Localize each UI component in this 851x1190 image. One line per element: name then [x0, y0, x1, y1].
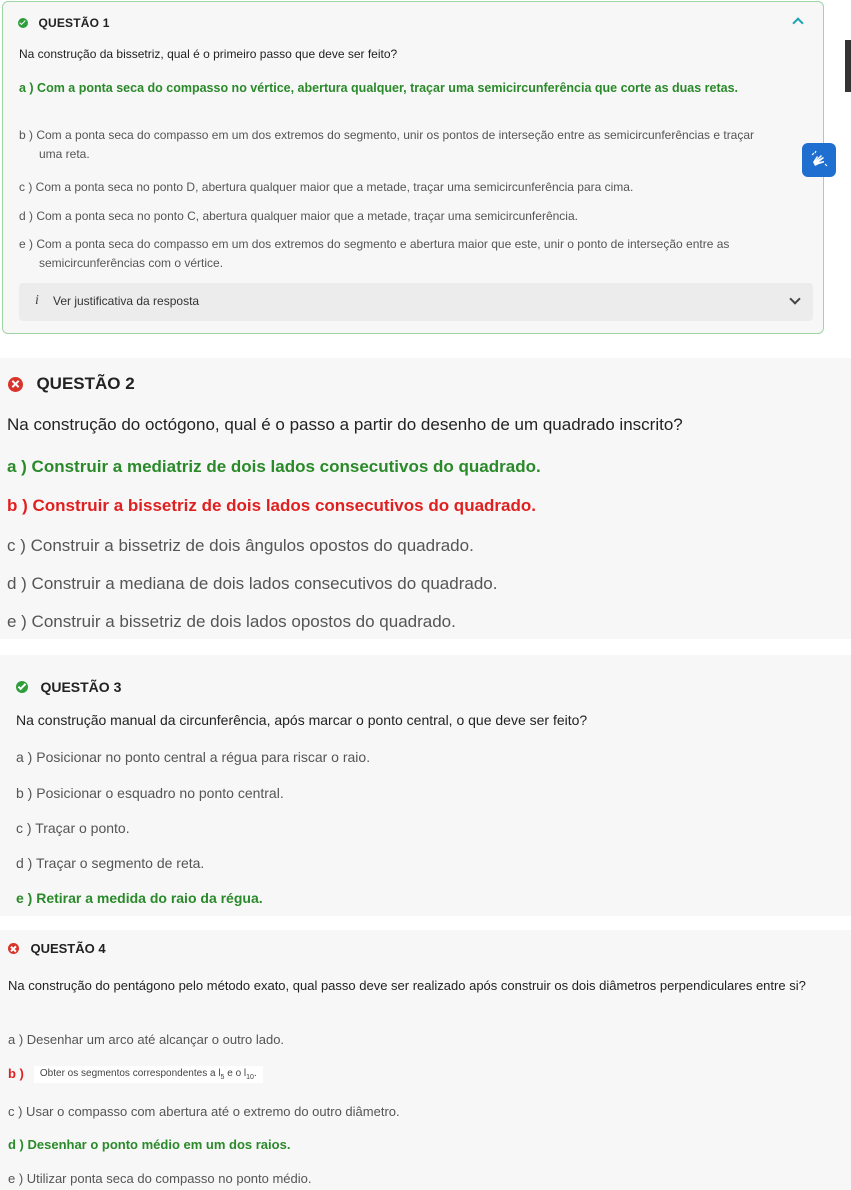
chevron-down-icon — [789, 295, 801, 307]
correct-check-icon — [16, 681, 28, 693]
option-b-text: Obter os segmentos correspondentes a l — [39, 1068, 221, 1080]
question-2-header — [8, 374, 135, 394]
question-4-header — [8, 940, 106, 958]
question-4-text: Na construção do pentágono pelo método exato, qual passo deve ser realizado após construir os dois diâmetros perpendiculares entre si? — [8, 978, 806, 993]
question-2-option-c: c ) Construir a bissetriz de dois ângulos opostos do quadrado. — [7, 536, 474, 555]
accessibility-button[interactable] — [802, 143, 836, 177]
option-b-end: . — [253, 1068, 257, 1080]
wrong-x-icon — [8, 377, 23, 392]
option-e-label: e ) Com a ponta seca do compasso em um dos extremos do segmento e abertura maior que este, unir o ponto de interseção entre as semicircunferências com o vértice. — [19, 237, 730, 270]
question-3-option-a: a ) Posicionar no ponto central a régua para riscar o raio. — [16, 749, 371, 765]
question-2-text: Na construção do octógono, qual é o passo a partir do desenho de um quadrado inscrito? — [7, 415, 683, 434]
question-1-option-b — [19, 126, 759, 164]
question-4-block — [0, 930, 851, 1190]
option-b-letter: b ) — [8, 1066, 24, 1081]
option-a-label: a ) Com a ponta seca do compasso no vértice, abertura qualquer, traçar uma semicircunferência que corte as duas retas. — [19, 81, 739, 95]
question-1-title: QUESTÃO 1 — [38, 15, 110, 30]
question-2-block — [0, 358, 851, 639]
question-1-card — [2, 1, 824, 334]
question-4-title: QUESTÃO 4 — [30, 941, 106, 957]
question-2-option-a: a ) Construir a mediatriz de dois lados consecutivos do quadrado. — [7, 457, 541, 476]
question-1-option-d: d ) Com a ponta seca no ponto C, abertura qualquer maior que a metade, traçar uma semicircunferência. — [19, 209, 578, 223]
question-1-option-c: c ) Com a ponta seca no ponto D, abertura qualquer maior que a metade, traçar uma semicircunferência para cima. — [19, 180, 634, 194]
question-3-block — [0, 655, 851, 916]
question-3-header — [16, 678, 121, 696]
question-4-option-b — [8, 1066, 263, 1083]
question-3-option-d: d ) Traçar o segmento de reta. — [16, 855, 205, 871]
question-4-option-d: d ) Desenhar o ponto médio em um dos raios. — [8, 1137, 291, 1152]
wrong-x-icon — [8, 943, 19, 954]
question-3-text: Na construção manual da circunferência, após marcar o ponto central, o que deve ser feito? — [16, 712, 588, 728]
justification-label: Ver justificativa da resposta — [53, 294, 200, 308]
info-icon: i — [35, 293, 39, 308]
question-3-option-b: b ) Posicionar o esquadro no ponto central. — [16, 785, 284, 801]
question-2-option-b: b ) Construir a bissetriz de dois lados consecutivos do quadrado. — [7, 496, 536, 515]
question-4-option-c: c ) Usar o compasso com abertura até o extremo do outro diâmetro. — [8, 1104, 400, 1119]
option-b-mid: e o l — [224, 1068, 247, 1080]
question-1-header[interactable] — [18, 14, 110, 32]
question-2-title: QUESTÃO 2 — [36, 374, 135, 393]
question-3-option-e: e ) Retirar a medida do raio da régua. — [16, 890, 263, 906]
option-b-sub-10: 10 — [246, 1074, 254, 1082]
sign-language-hands-icon — [809, 150, 829, 170]
question-1-option-a — [19, 78, 809, 98]
scrollbar-thumb[interactable] — [845, 40, 851, 92]
option-b-sub-5: 5 — [220, 1074, 225, 1082]
question-1-option-e — [19, 235, 779, 273]
question-3-title: QUESTÃO 3 — [40, 678, 122, 695]
question-4-option-e: e ) Utilizar ponta seca do compasso no ponto médio. — [8, 1171, 312, 1186]
question-2-option-e: e ) Construir a bissetriz de dois lados opostos do quadrado. — [7, 612, 456, 631]
question-1-text: Na construção da bissetriz, qual é o primeiro passo que deve ser feito? — [19, 47, 398, 61]
option-b-label: b ) Com a ponta seca do compasso em um dos extremos do segmento, unir os pontos de interseção entre as semicircunferências e traçar uma reta. — [19, 128, 755, 161]
question-3-option-c: c ) Traçar o ponto. — [16, 820, 130, 836]
question-4-option-a: a ) Desenhar um arco até alcançar o outro lado. — [8, 1032, 285, 1047]
question-2-option-d: d ) Construir a mediana de dois lados consecutivos do quadrado. — [7, 574, 498, 593]
justification-toggle[interactable] — [19, 283, 813, 321]
option-b-image-text — [34, 1066, 263, 1083]
chevron-up-icon[interactable] — [791, 14, 805, 28]
correct-check-icon — [18, 18, 28, 28]
